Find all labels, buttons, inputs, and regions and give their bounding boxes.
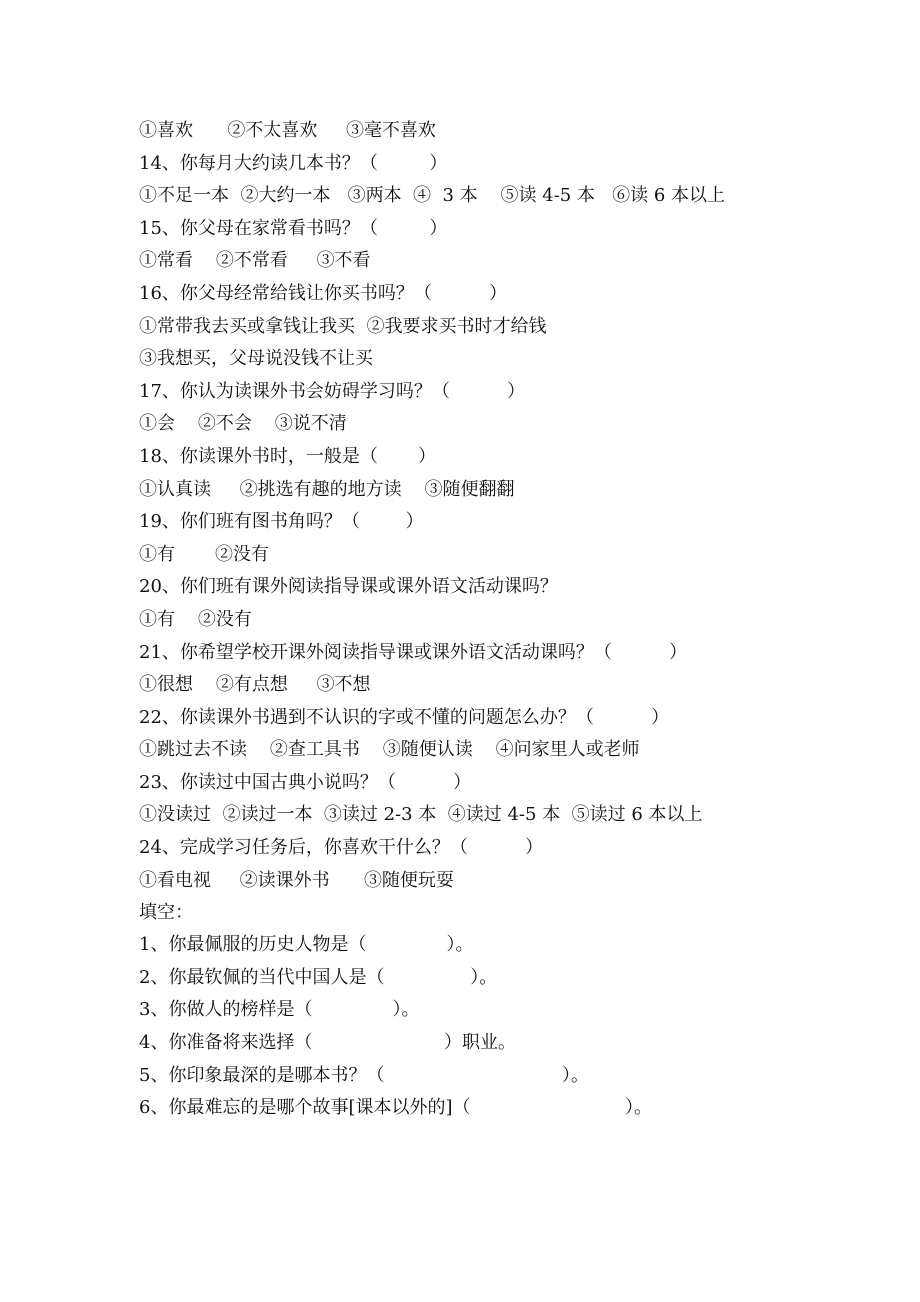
q18-options: ①认真读 ②挑选有趣的地方读 ③随便翻翻	[139, 478, 515, 500]
q14-question: 14、你每月大约读几本书？（ ）	[139, 152, 448, 174]
q24-options: ①看电视 ②读课外书 ③随便玩耍	[139, 869, 454, 891]
q15-options: ①常看 ②不常看 ③不看	[139, 250, 371, 272]
q16-options-line2: ③我想买，父母说没钱不让买	[139, 348, 373, 370]
survey-page	[139, 115, 879, 1125]
q13-options: ①喜欢 ②不太喜欢 ③毫不喜欢	[139, 120, 436, 141]
q22-question: 22、你读课外书遇到不认识的字或不懂的问题怎么办？（ ）	[139, 706, 670, 728]
q22-options: ①跳过去不读 ②查工具书 ③随便认读 ④问家里人或老师	[139, 739, 640, 761]
q21-options: ①很想 ②有点想 ③不想	[139, 674, 371, 696]
q23-question: 23、你读过中国古典小说吗？（ ）	[139, 771, 472, 793]
q24-question: 24、完成学习任务后，你喜欢干什么？（ ）	[139, 837, 544, 859]
fill-item-3: 3、你做人的榜样是（ ）。	[139, 999, 420, 1021]
q21-question: 21、你希望学校开课外阅读指导课或课外语文活动课吗？（ ）	[139, 641, 688, 663]
q15-question: 15、你父母在家常看书吗？（ ）	[139, 217, 448, 239]
fill-item-4: 4、你准备将来选择（ ）职业。	[139, 1032, 517, 1054]
fill-item-6: 6、你最难忘的是哪个故事[课本以外的]（ ）。	[139, 1097, 652, 1119]
q20-options: ①有 ②没有	[139, 608, 252, 630]
q19-options: ①有 ②没有	[139, 543, 270, 565]
q20-question: 20、你们班有课外阅读指导课或课外语文活动课吗？	[139, 576, 558, 598]
q17-question: 17、你认为读课外书会妨碍学习吗？（ ）	[139, 380, 526, 402]
q16-question: 16、你父母经常给钱让你买书吗？（ ）	[139, 282, 508, 304]
fill-item-5: 5、你印象最深的是哪本书？（ ）。	[139, 1064, 589, 1086]
fill-item-2: 2、你最钦佩的当代中国人是（ ）。	[139, 966, 498, 988]
q23-options: ①没读过 ②读过一本 ③读过 2-3 本 ④读过 4-5 本 ⑤读过 6 本以上	[139, 804, 703, 826]
q14-options: ①不足一本 ②大约一本 ③两本 ④ 3 本 ⑤读 4-5 本 ⑥读 6 本以上	[139, 185, 726, 207]
q19-question: 19、你们班有图书角吗？（ ）	[139, 511, 424, 533]
fill-in-heading: 填空：	[139, 902, 193, 924]
q18-question: 18、你读课外书时，一般是（ ）	[139, 445, 436, 467]
fill-item-1: 1、你最佩服的历史人物是（ ）。	[139, 934, 474, 956]
q16-options-line1: ①常带我去买或拿钱让我买 ②我要求买书时才给钱	[139, 315, 547, 337]
q17-options: ①会 ②不会 ③说不清	[139, 413, 347, 435]
